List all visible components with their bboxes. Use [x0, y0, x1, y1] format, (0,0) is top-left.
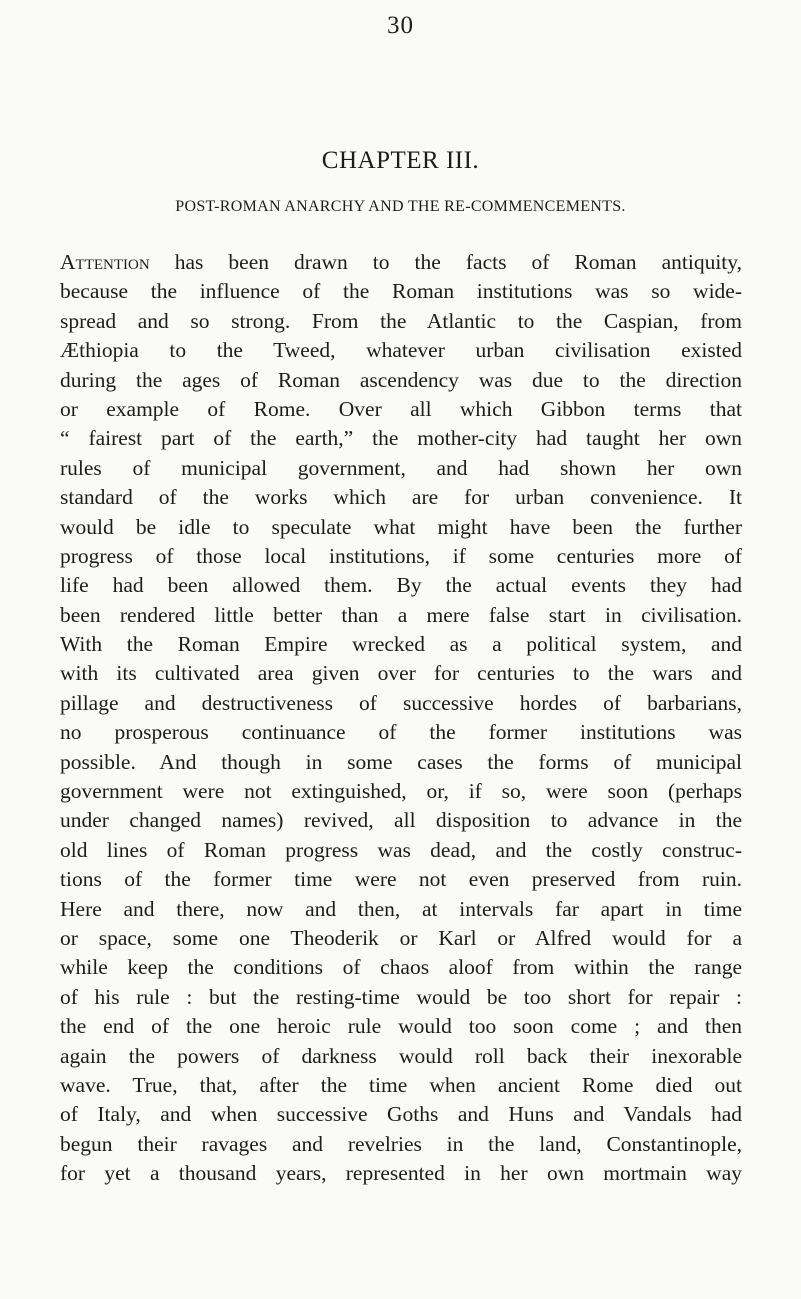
text-line: the end of the one heroic rule would too soon come ; and then: [60, 1014, 742, 1039]
body-text: [60, 248, 742, 1189]
text-line: under changed names) revived, all disposition to advance in the: [60, 808, 742, 833]
text-line: Æthiopia to the Tweed, whatever urban civilisation existed: [60, 338, 742, 363]
text-line: old lines of Roman progress was dead, and the costly construc-: [60, 837, 742, 862]
text-line: would be idle to speculate what might have been the further: [60, 514, 742, 539]
text-line: begun their ravages and revelries in the land, Constantinople,: [60, 1131, 742, 1156]
text-line: been rendered little better than a mere false start in civilisation.: [60, 602, 742, 627]
text-line: government were not extinguished, or, if so, were soon (perhaps: [60, 779, 742, 804]
text-line: wave. True, that, after the time when ancient Rome died out: [60, 1072, 742, 1097]
text-line: Attention has been drawn to the facts of Roman antiquity,: [60, 250, 742, 274]
text-line: for yet a thousand years, represented in her own mortmain way: [60, 1161, 742, 1186]
text-line: standard of the works which are for urban convenience. It: [60, 485, 742, 510]
text-line: or space, some one Theoderik or Karl or Alfred would for a: [60, 925, 742, 950]
text-line: of his rule : but the resting-time would be too short for repair :: [60, 984, 742, 1009]
opening-word: Attention: [60, 250, 150, 274]
text-line: progress of those local institutions, if some centuries more of: [60, 543, 742, 568]
text-line: tions of the former time were not even preserved from ruin.: [60, 867, 742, 892]
text-line: life had been allowed them. By the actual events they had: [60, 573, 742, 598]
page-number: 30: [387, 12, 414, 39]
text-line: Here and there, now and then, at intervals far apart in time: [60, 896, 742, 921]
text-line: “ fairest part of the earth,” the mother-city had taught her own: [60, 426, 742, 451]
text-line: With the Roman Empire wrecked as a political system, and: [60, 632, 742, 657]
text-line: rules of municipal government, and had shown her own: [60, 455, 742, 480]
chapter-title: CHAPTER III.: [321, 147, 480, 174]
text-line: of Italy, and when successive Goths and Huns and Vandals had: [60, 1102, 742, 1127]
text-line: again the powers of darkness would roll back their inexorable: [60, 1043, 742, 1068]
text-line: while keep the conditions of chaos aloof from within the range: [60, 955, 742, 980]
text-line: with its cultivated area given over for centuries to the wars and: [60, 661, 742, 686]
chapter-subtitle: POST-ROMAN ANARCHY AND THE RE-COMMENCEMENTS.: [175, 198, 626, 215]
text-line: because the influence of the Roman institutions was so wide-: [60, 279, 742, 304]
text-line: during the ages of Roman ascendency was due to the direction: [60, 367, 742, 392]
text-line: or example of Rome. Over all which Gibbon terms that: [60, 396, 742, 421]
text-line: possible. And though in some cases the forms of municipal: [60, 749, 742, 774]
text-line: no prosperous continuance of the former institutions was: [60, 720, 742, 745]
text-line: spread and so strong. From the Atlantic to the Caspian, from: [60, 308, 742, 333]
text-line: pillage and destructiveness of successive hordes of barbarians,: [60, 690, 742, 715]
